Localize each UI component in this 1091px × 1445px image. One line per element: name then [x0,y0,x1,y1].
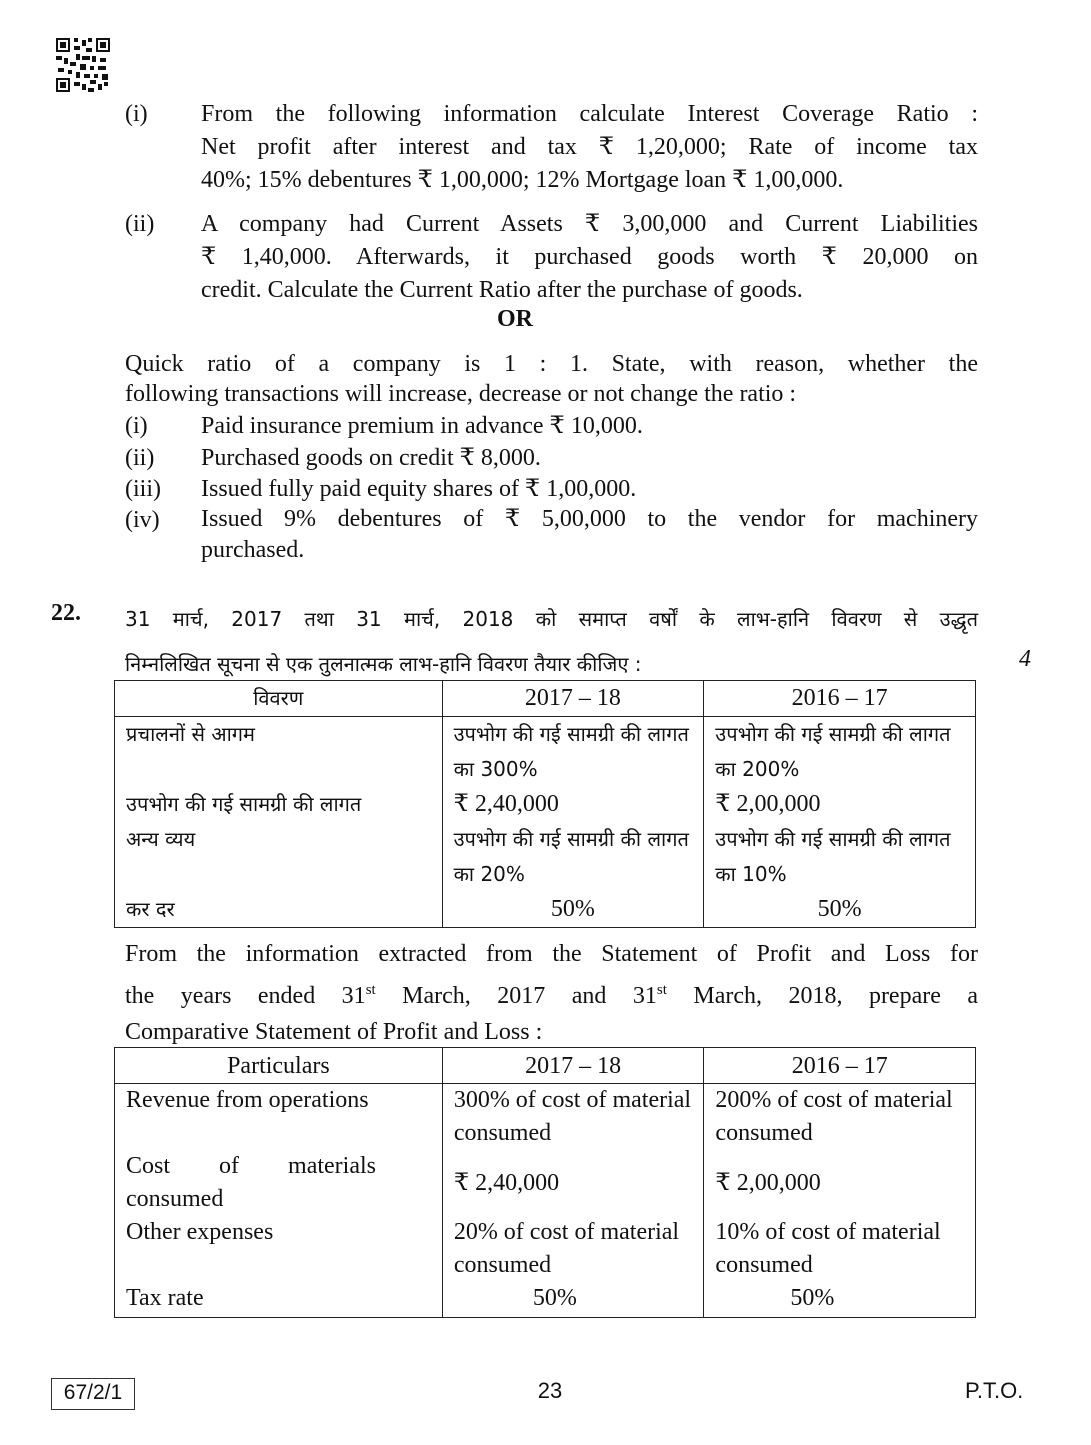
table-header-row [115,1048,976,1084]
table-row [115,1216,976,1282]
table-cell: 50% [442,1282,704,1318]
table-cell: 50% [704,892,976,928]
hindi-line: निम्नलिखित सूचना से एक तुलनात्मक लाभ-हानि विवरण तैयार कीजिए : [125,652,642,676]
hindi-question-text [125,597,978,687]
table-header: विवरण [115,681,443,717]
table-cell: उपभोग की गई सामग्री की लागत का 200% [704,717,976,788]
table-header: 2016 – 17 [704,1048,976,1084]
table-cell: उपभोग की गई सामग्री की लागत का 10% [704,822,976,892]
part-ii-line: credit. Calculate the Current Ratio after the purchase of goods. [201,277,803,303]
question-number: 22. [51,600,81,626]
page-number: 23 [537,1378,563,1403]
table-cell: उपभोग की गई सामग्री की लागत का 300% [442,717,704,788]
qr-item-number: (i) [125,413,148,439]
table-cell: ₹ 2,40,000 [442,1150,704,1216]
table-cell: ₹ 2,00,000 [704,1150,976,1216]
part-ii-number: (ii) [125,211,155,237]
part-i-line: Net profit after interest and tax ₹ 1,20,000; Rate of income tax [201,134,978,160]
part-ii-text [201,208,978,307]
table-header-row [115,681,976,717]
table-cell: 20% of cost of material consumed [442,1216,704,1282]
ordinal-suffix: st [656,982,667,998]
table-cell: प्रचालनों से आगम [115,717,443,788]
table-cell: 300% of cost of material consumed [442,1084,704,1151]
paper-code: 67/2/1 [51,1378,135,1410]
table-cell: 200% of cost of material consumed [704,1084,976,1151]
english-question-text [125,936,978,1050]
english-line-part: March, 2018, prepare a [666,983,979,1009]
part-ii-line: A company had Current Assets ₹ 3,00,000 and Current Liabilities [201,211,978,237]
table-row [115,1084,976,1151]
english-line: From the information extracted from the Statement of Profit and Loss for [125,941,978,967]
qr-item-number: (iv) [125,507,160,533]
part-ii-line: ₹ 1,40,000. Afterwards, it purchased goods worth ₹ 20,000 on [201,244,978,270]
table-cell: ₹ 2,40,000 [442,787,704,822]
part-i-text [201,98,978,197]
hindi-line: 31 मार्च, 2017 तथा 31 मार्च, 2018 को समाप्त वर्षों के लाभ-हानि विवरण से उद्धृत [125,607,978,631]
table-header: 2017 – 18 [442,1048,704,1084]
table-row [115,822,976,892]
table-cell: 10% of cost of material consumed [704,1216,976,1282]
qr-item-text: Paid insurance premium in advance ₹ 10,000. [201,413,643,439]
table-header: 2016 – 17 [704,681,976,717]
qr-item-text: Purchased goods on credit ₹ 8,000. [201,445,541,471]
table-cell: कर दर [115,892,443,928]
qr-item-text [201,504,978,566]
table-header: Particulars [115,1048,443,1084]
pto-label: P.T.O. [965,1378,1024,1403]
table-row [115,1150,976,1216]
table-row [115,1282,976,1318]
qr-item-number: (iii) [125,476,161,502]
table-cell: 50% [704,1282,976,1318]
qr-code-icon [56,38,110,92]
table-cell: अन्य व्यय [115,822,443,892]
quick-ratio-line: following transactions will increase, decrease or not change the ratio : [125,381,797,407]
table-cell: Other expenses [115,1216,443,1282]
table-cell: 50% [442,892,704,928]
table-cell: उपभोग की गई सामग्री की लागत का 20% [442,822,704,892]
table-cell: Tax rate [115,1282,443,1318]
qr-item-number: (ii) [125,445,155,471]
table-row [115,717,976,788]
english-line: Comparative Statement of Profit and Loss : [125,1019,543,1045]
table-cell: ₹ 2,00,000 [704,787,976,822]
ordinal-suffix: st [365,982,376,998]
part-i-line: 40%; 15% debentures ₹ 1,00,000; 12% Mortgage loan ₹ 1,00,000. [201,167,844,193]
qr-item-line: purchased. [201,537,305,563]
or-separator: OR [497,306,533,332]
quick-ratio-intro [125,349,978,409]
english-line [125,972,978,1014]
english-line-part: the years ended 31 [125,983,366,1009]
qr-item-line: Issued 9% debentures of ₹ 5,00,000 to the vendor for machinery [201,506,978,532]
hindi-table [114,680,976,928]
table-cell: उपभोग की गई सामग्री की लागत [115,787,443,822]
table-cell-text: Cost of materials consumed [126,1153,376,1212]
table-header: 2017 – 18 [442,681,704,717]
quick-ratio-line: Quick ratio of a company is 1 : 1. State, with reason, whether the [125,351,978,377]
table-row [115,892,976,928]
table-cell: Revenue from operations [115,1084,443,1151]
table-row [115,787,976,822]
english-table [114,1047,976,1318]
english-line-part: March, 2017 and 31 [375,983,657,1009]
question-marks: 4 [1019,646,1031,672]
table-cell [115,1150,443,1216]
part-i-number: (i) [125,101,148,127]
qr-item-text: Issued fully paid equity shares of ₹ 1,00,000. [201,476,637,502]
part-i-line: From the following information calculate Interest Coverage Ratio : [201,101,978,127]
